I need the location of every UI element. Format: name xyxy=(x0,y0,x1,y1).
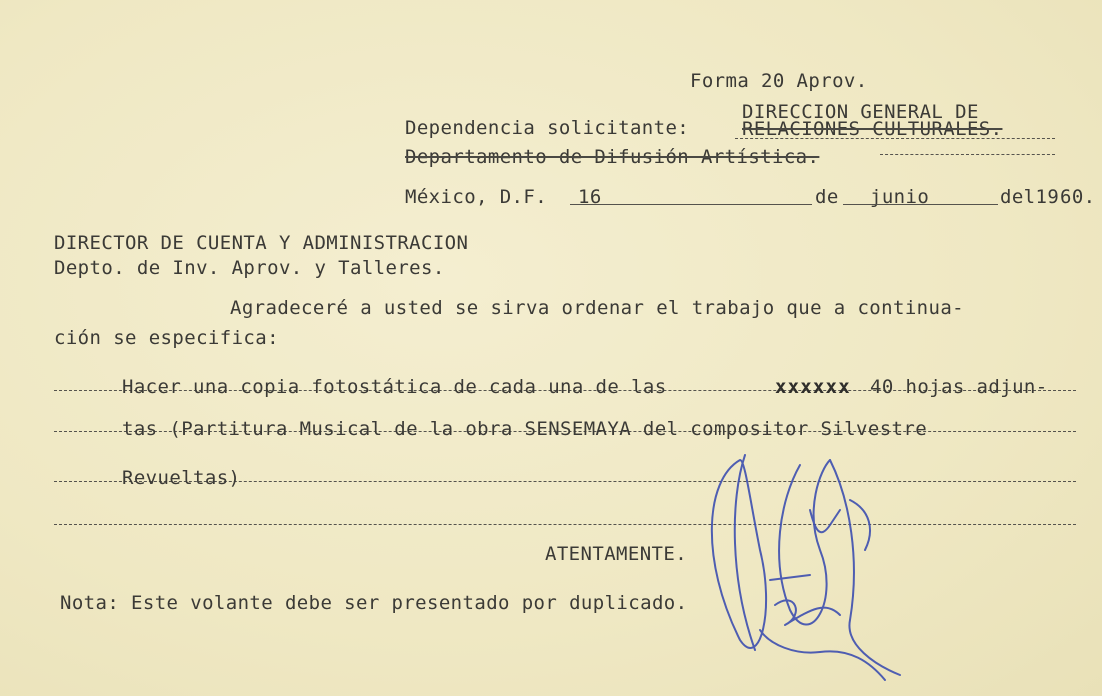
dependency-value-line1: DIRECCION GENERAL DE xyxy=(742,101,979,123)
request-overtyped-word: xxxxxx xyxy=(775,376,851,398)
request-line1: Hacer una copia fotostática de cada una de las xyxy=(122,376,667,398)
dependency-value-line2: RELACIONES CULTURALES. xyxy=(742,118,1003,140)
request-line2: tas (Partitura Musical de la obra SENSEMAYA del compositor Silvestre xyxy=(122,418,928,440)
date-day: 16 xyxy=(578,186,602,208)
addressee-line1: DIRECTOR DE CUENTA Y ADMINISTRACION xyxy=(54,232,469,254)
intro-line2: ción se especifica: xyxy=(54,327,279,349)
dependency-label: Dependencia solicitante: xyxy=(405,117,690,139)
department-underline xyxy=(880,154,1055,155)
sign-off: ATENTAMENTE. xyxy=(545,543,688,565)
dependency-underline xyxy=(735,138,1055,139)
intro-line1: Agradeceré a usted se sirva ordenar el trabajo que a continua- xyxy=(230,297,965,319)
month-underline xyxy=(843,204,998,205)
day-underline xyxy=(570,204,812,205)
handwritten-signature-icon xyxy=(700,440,930,690)
form-number: Forma 20 Aprov. xyxy=(690,70,868,92)
department-line: Departamento de Difusión Artística. xyxy=(405,146,820,168)
date-month: junio xyxy=(870,186,930,208)
request-line1-end: 40 hojas adjun- xyxy=(870,376,1048,398)
year-label: del19 xyxy=(1000,186,1060,208)
addressee-line2: Depto. de Inv. Aprov. y Talleres. xyxy=(54,257,445,279)
date-de-label: de xyxy=(815,186,839,208)
request-line3: Revueltas) xyxy=(122,467,241,489)
year-value: 60. xyxy=(1060,186,1096,208)
city-label: México, D.F. xyxy=(405,186,548,208)
note: Nota: Este volante debe ser presentado por duplicado. xyxy=(60,592,688,614)
